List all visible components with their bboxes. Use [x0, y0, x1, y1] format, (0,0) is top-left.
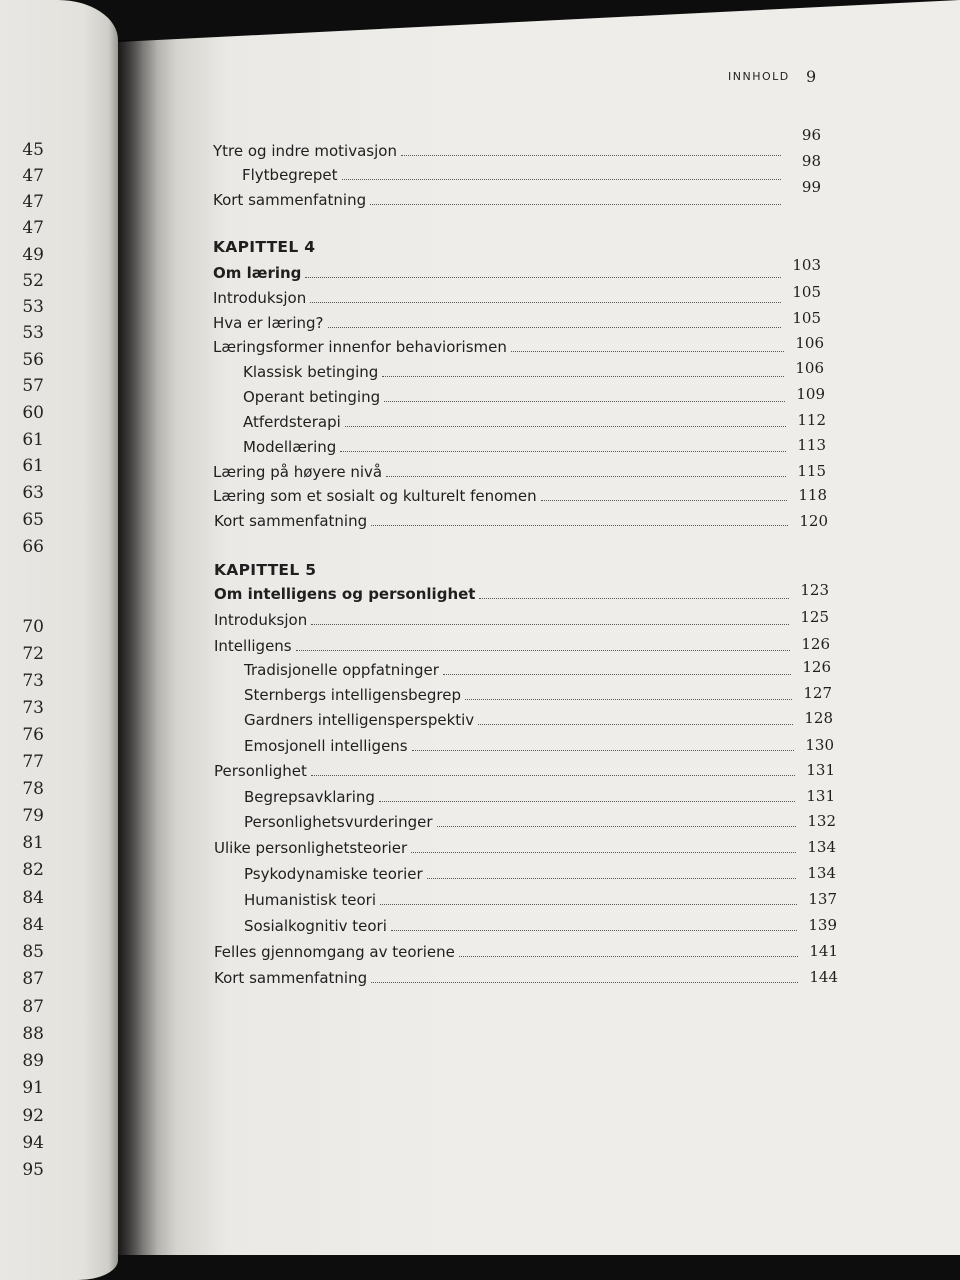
- toc-entry-title: Kort sammenfatning: [214, 512, 368, 530]
- dot-leader: [371, 524, 788, 526]
- previous-page-number: 87: [22, 997, 44, 1017]
- chapter-title: Om intelligens og personlighet: [214, 585, 476, 603]
- toc-entry-title: Begrepsavklaring: [244, 788, 375, 806]
- toc-entry-title: Læring som et sosialt og kulturelt fenomen: [213, 487, 537, 505]
- toc-entry-title: Humanistisk teori: [244, 891, 377, 909]
- toc-entry[interactable]: [214, 969, 838, 987]
- toc-entry-title: Kort sammenfatning: [214, 969, 368, 987]
- previous-page-number: 78: [22, 779, 44, 799]
- toc-entry-page: 115: [797, 462, 826, 480]
- toc-entry-title: Psykodynamiske teorier: [244, 865, 423, 883]
- toc-entry[interactable]: [244, 711, 833, 729]
- previous-page-edge: [0, 0, 118, 1280]
- previous-page-number: 57: [22, 376, 44, 396]
- previous-page-number: 76: [22, 725, 44, 745]
- toc-entry[interactable]: [243, 413, 826, 431]
- dot-leader: [386, 475, 786, 477]
- toc-entry-title: Sternbergs intelligensbegrep: [244, 686, 462, 704]
- toc-entry-page: 126: [801, 635, 830, 653]
- toc-entry[interactable]: [244, 917, 837, 935]
- dot-leader: [427, 877, 796, 879]
- toc-entry[interactable]: [244, 891, 837, 909]
- dot-leader: [479, 597, 789, 599]
- dot-leader: [311, 774, 795, 776]
- toc-entry-page: 131: [806, 761, 835, 779]
- previous-page-number: 82: [22, 860, 44, 880]
- toc-entry-title: Gardners intelligensperspektiv: [244, 711, 475, 729]
- previous-page-number: 53: [22, 297, 44, 317]
- toc-entry[interactable]: [213, 487, 827, 505]
- previous-page-number: 84: [22, 888, 44, 908]
- previous-page-number: 52: [22, 271, 44, 291]
- toc-entry-title: Klassisk betinging: [243, 363, 379, 381]
- toc-entry-page: 105: [792, 309, 821, 327]
- toc-entry[interactable]: [214, 608, 829, 629]
- dot-leader: [296, 649, 790, 651]
- toc-entry-title: Personlighet: [214, 762, 307, 780]
- page-number: 9: [806, 67, 817, 86]
- dot-leader: [382, 375, 784, 377]
- dot-leader: [370, 203, 781, 205]
- toc-entry-page: 109: [796, 385, 825, 403]
- toc-entry-page: 139: [808, 916, 837, 934]
- previous-page-number: 72: [22, 644, 44, 664]
- toc-entry-page: 105: [792, 283, 821, 301]
- toc-entry-title: Personlighetsvurderinger: [244, 813, 433, 831]
- toc-entry[interactable]: [243, 359, 824, 381]
- toc-entry-title: Felles gjennomgang av teoriene: [214, 943, 455, 961]
- dot-leader: [371, 981, 798, 983]
- dot-leader: [541, 499, 787, 501]
- previous-page-number: 91: [22, 1078, 44, 1098]
- toc-entry-page: 112: [797, 411, 826, 429]
- toc-entry-title: Intelligens: [214, 637, 292, 655]
- toc-entry-page: 118: [798, 486, 827, 504]
- toc-entry-title: Modellæring: [243, 438, 337, 456]
- dot-leader: [443, 673, 791, 675]
- chapter-title-entry[interactable]: [214, 581, 829, 603]
- chapter-label: KAPITTEL 4: [213, 238, 316, 256]
- dot-leader: [459, 955, 798, 957]
- toc-entry-page: 113: [797, 436, 826, 454]
- toc-entry-page: 103: [792, 256, 821, 274]
- dot-leader: [401, 154, 781, 156]
- toc-entry-page: 141: [809, 942, 838, 960]
- toc-entry-title: Tradisjonelle oppfatninger: [244, 661, 439, 679]
- previous-page-number: 56: [22, 350, 44, 370]
- dot-leader: [311, 623, 789, 625]
- dot-leader: [345, 425, 786, 427]
- toc-entry-title: Ytre og indre motivasjon: [213, 142, 397, 160]
- toc-entry-page: 131: [806, 787, 835, 805]
- dot-leader: [412, 749, 794, 751]
- previous-page-number: 89: [22, 1051, 44, 1071]
- previous-page-number: 61: [22, 430, 44, 450]
- previous-page-number: 49: [22, 245, 44, 265]
- toc-entry-title: Operant betinging: [243, 388, 381, 406]
- toc-entry[interactable]: [244, 658, 831, 679]
- previous-page-number: 47: [22, 192, 44, 212]
- dot-leader: [379, 800, 795, 802]
- dot-leader: [380, 903, 797, 905]
- previous-page-number: 63: [22, 483, 44, 503]
- toc-entry[interactable]: [213, 283, 821, 307]
- toc-entry-page: 128: [804, 709, 833, 727]
- previous-page-number: 65: [22, 510, 44, 530]
- toc-entry-title: Introduksjon: [214, 611, 308, 629]
- toc-entry-title: Læring på høyere nivå: [213, 463, 383, 481]
- toc-entry[interactable]: [214, 512, 828, 530]
- toc-entry[interactable]: [244, 686, 832, 704]
- toc-entry-page: 106: [795, 334, 824, 352]
- toc-entry-page: 106: [795, 359, 824, 377]
- dot-leader: [391, 929, 797, 931]
- dot-leader: [511, 350, 784, 352]
- toc-entry-page: 134: [807, 838, 836, 856]
- toc-entry-page: 99: [801, 178, 821, 196]
- previous-page-number: 73: [22, 698, 44, 718]
- toc-entry-title: Ulike personlighetsteorier: [214, 839, 408, 857]
- previous-page-number: 94: [22, 1133, 44, 1153]
- toc-entry[interactable]: [214, 839, 836, 857]
- chapter-label: KAPITTEL 5: [214, 561, 317, 579]
- toc-entry-page: 130: [805, 736, 834, 754]
- previous-page-number: 81: [22, 833, 44, 853]
- toc-entry[interactable]: [213, 178, 821, 209]
- toc-entry[interactable]: [213, 463, 826, 481]
- previous-page-number: 47: [22, 166, 44, 186]
- toc-entry-title: Hva er læring?: [213, 314, 324, 332]
- toc-entry-title: Kort sammenfatning: [213, 191, 367, 209]
- toc-entry-page: 132: [807, 812, 836, 830]
- previous-page-number: 53: [22, 323, 44, 343]
- toc-entry-title: Flytbegrepet: [242, 166, 338, 184]
- toc-entry-title: Introduksjon: [213, 289, 307, 307]
- toc-entry-page: 98: [801, 152, 821, 170]
- toc-entry[interactable]: [214, 943, 838, 961]
- toc-entry-page: 127: [803, 684, 832, 702]
- toc-entry-page: 134: [807, 864, 836, 882]
- dot-leader: [465, 698, 792, 700]
- dot-leader: [328, 326, 781, 328]
- toc-entry-title: Atferdsterapi: [243, 413, 341, 431]
- toc-entry[interactable]: [214, 637, 830, 655]
- previous-page-number: 85: [22, 942, 44, 962]
- chapter-title-entry[interactable]: [213, 256, 821, 282]
- toc-entry-page: 144: [809, 968, 838, 986]
- toc-entry[interactable]: [214, 762, 835, 780]
- previous-page-number: 45: [22, 140, 44, 160]
- previous-page-number: 77: [22, 752, 44, 772]
- toc-entry-page: 125: [800, 608, 829, 626]
- dot-leader: [310, 301, 781, 303]
- toc-entry[interactable]: [242, 152, 821, 184]
- toc-entry-page: 96: [801, 126, 821, 144]
- toc-entry-title: Emosjonell intelligens: [244, 737, 408, 755]
- toc-entry-page: 126: [802, 658, 831, 676]
- dot-leader: [437, 825, 797, 827]
- toc-entry[interactable]: [244, 865, 836, 883]
- toc-entry[interactable]: [213, 334, 824, 356]
- previous-page-number: 66: [22, 537, 44, 557]
- dot-leader: [478, 723, 793, 725]
- toc-entry[interactable]: [243, 385, 825, 406]
- toc-entry[interactable]: [244, 813, 836, 831]
- toc-entry-title: Læringsformer innenfor behaviorismen: [213, 338, 507, 356]
- previous-page-number: 92: [22, 1106, 44, 1126]
- running-head: INNHOLD: [728, 70, 790, 83]
- toc-entry-title: Sosialkognitiv teori: [244, 917, 387, 935]
- toc-entry[interactable]: [243, 438, 826, 456]
- dot-leader: [411, 851, 796, 853]
- previous-page-number: 88: [22, 1024, 44, 1044]
- toc-entry-page: 120: [799, 512, 828, 530]
- toc-entry[interactable]: [244, 788, 835, 806]
- dot-leader: [305, 276, 781, 278]
- previous-page-number: 60: [22, 403, 44, 423]
- spine-shadow: [118, 40, 158, 1255]
- toc-entry[interactable]: [213, 309, 821, 332]
- previous-page-number: 87: [22, 969, 44, 989]
- previous-page-number: 73: [22, 671, 44, 691]
- previous-page-number: 84: [22, 915, 44, 935]
- previous-page-number: 70: [22, 617, 44, 637]
- dot-leader: [340, 450, 786, 452]
- previous-page-number: 95: [22, 1160, 44, 1180]
- previous-page-number: 79: [22, 806, 44, 826]
- dot-leader: [384, 400, 785, 402]
- previous-page-number: 47: [22, 218, 44, 238]
- toc-entry-page: 123: [800, 581, 829, 599]
- toc-entry-page: 137: [808, 890, 837, 908]
- chapter-title: Om læring: [213, 264, 302, 282]
- toc-entry[interactable]: [213, 126, 821, 160]
- previous-page-number: 61: [22, 456, 44, 476]
- dot-leader: [342, 178, 781, 180]
- toc-entry[interactable]: [244, 737, 834, 755]
